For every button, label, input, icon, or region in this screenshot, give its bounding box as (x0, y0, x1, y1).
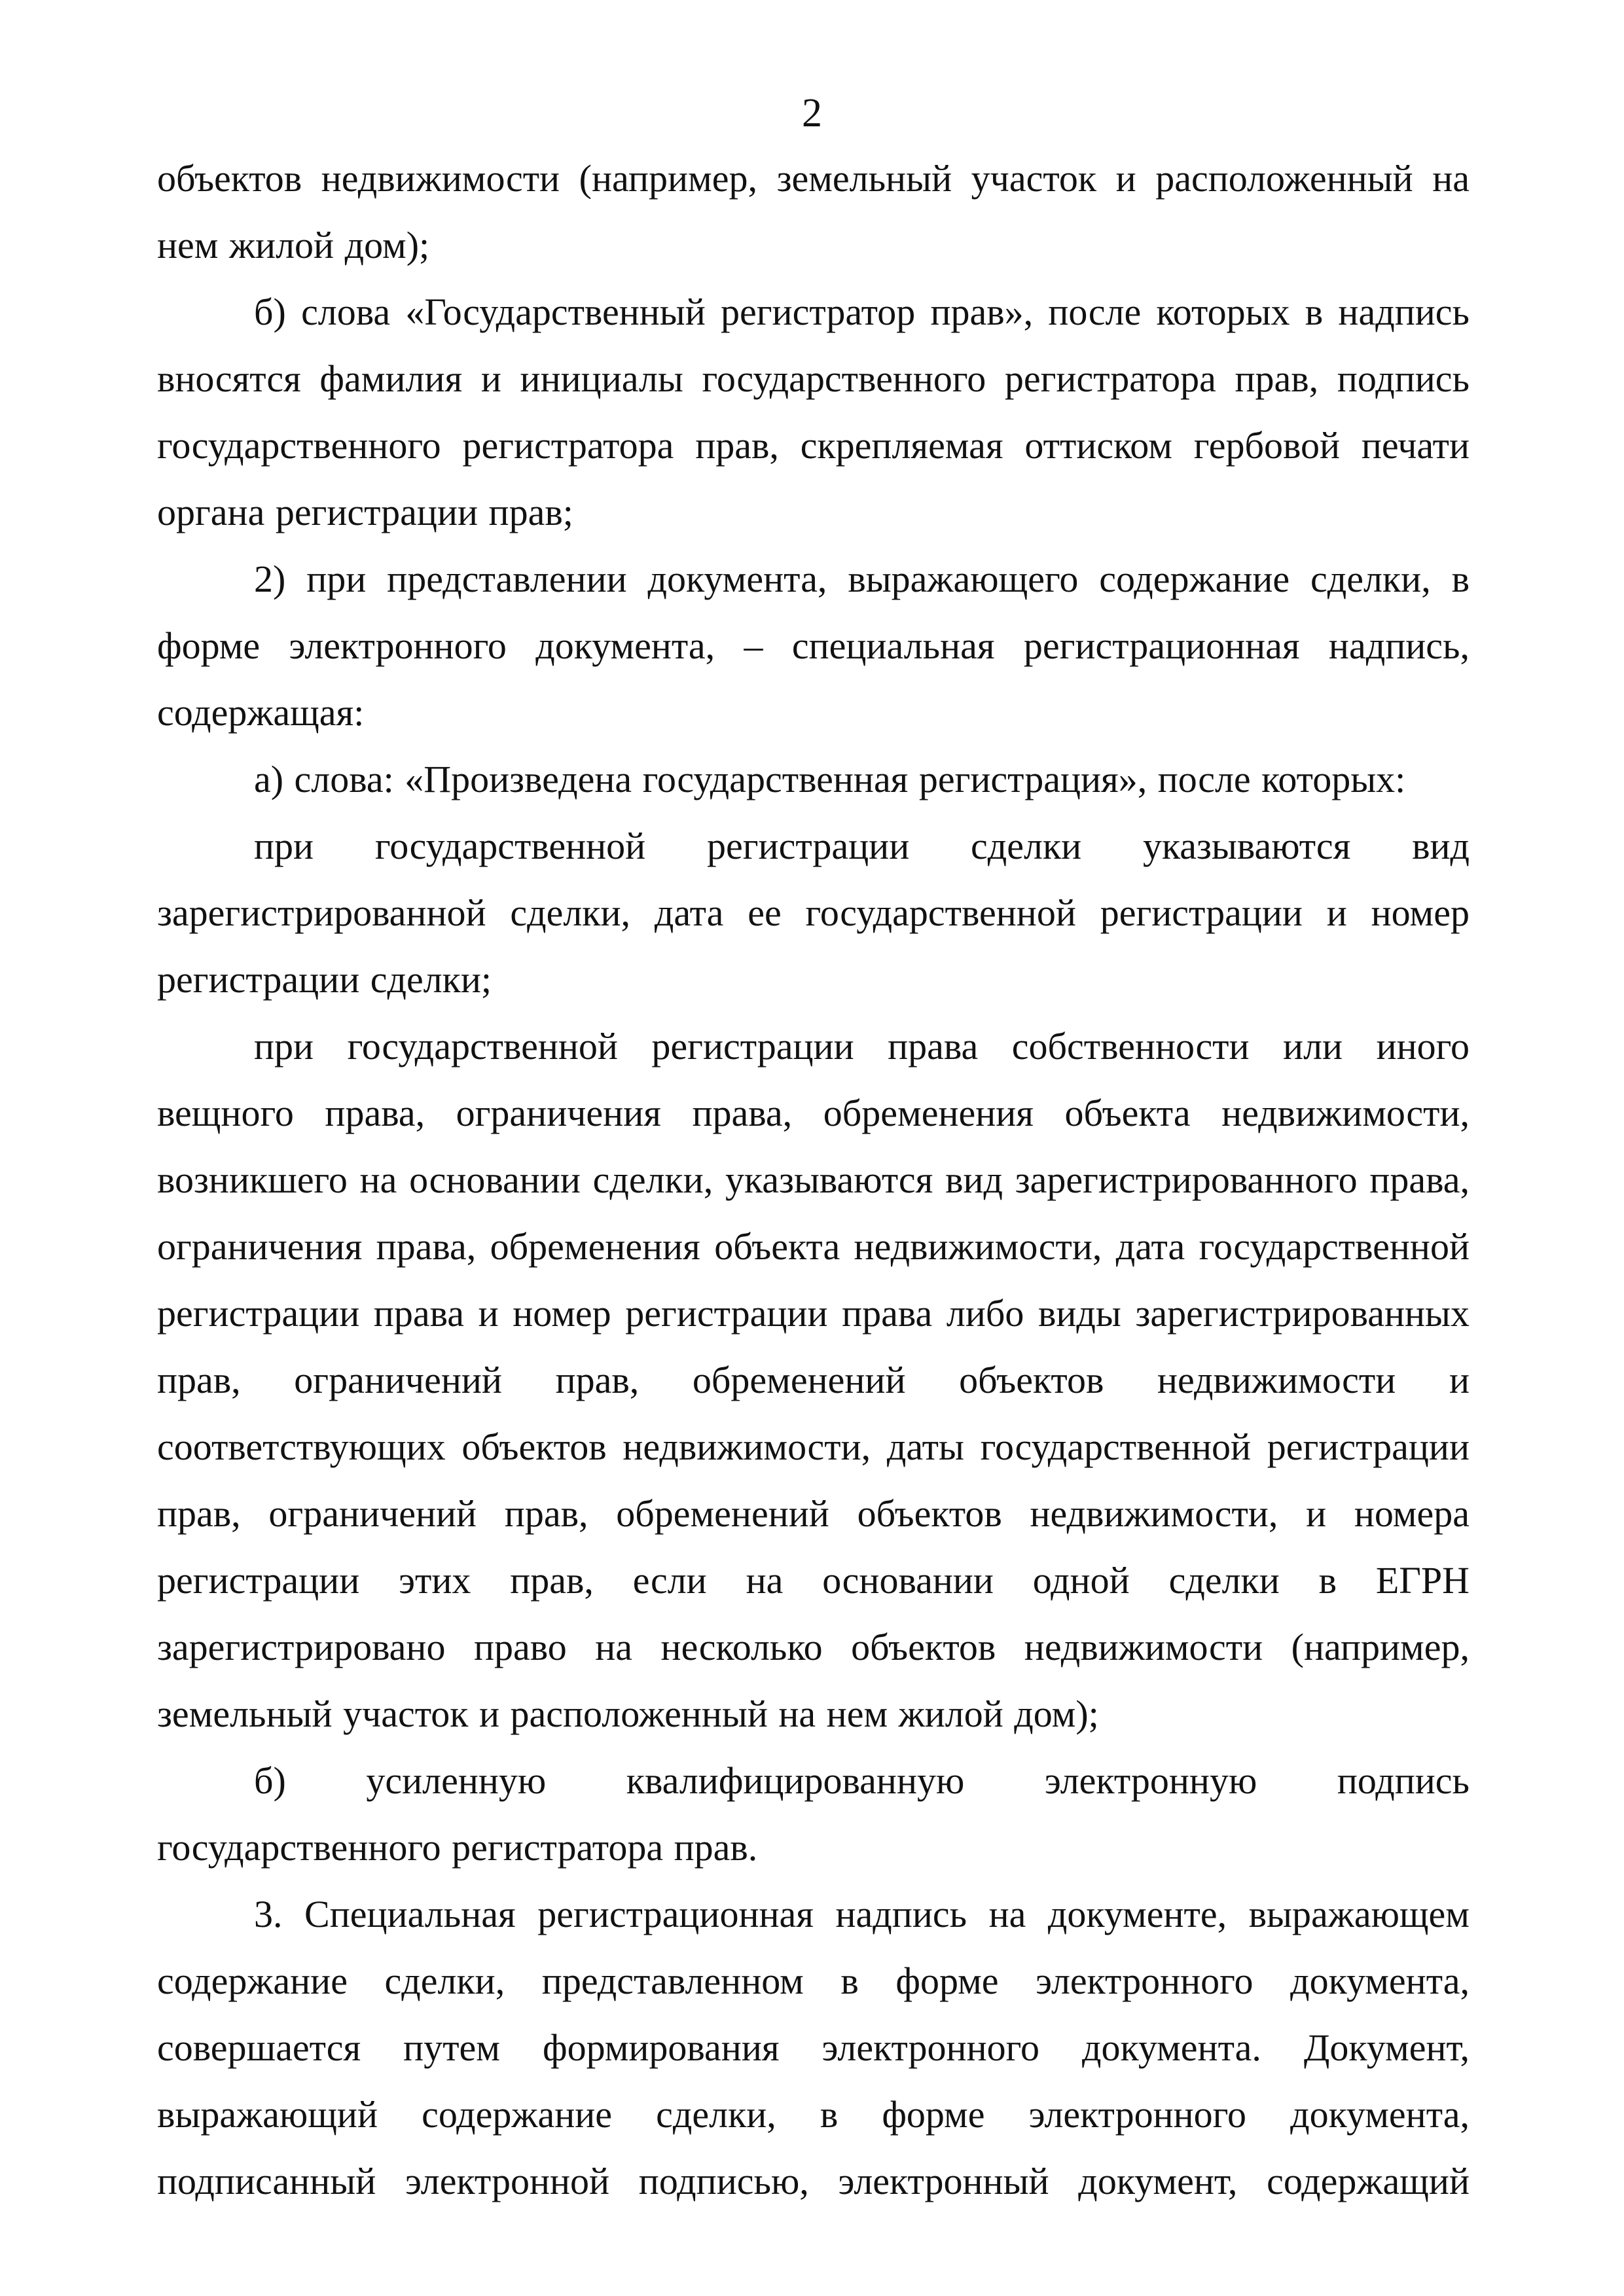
paragraph-item-b-paper: б) слова «Государственный регистратор прав», после которых в надпись вносятся фамилия и инициалы государственного регистратора прав, подпись государственного регистратора прав, скрепляемая оттиском гербовой печати органа регистрации прав; (157, 291, 1470, 533)
paragraph-deal-registration: при государственной регистрации сделки указываются вид зарегистрированной сделки, дата ее государственной регистрации и номер регистрации сделки; (157, 825, 1470, 1001)
paragraph-section-3: 3. Специальная регистрационная надпись на документе, выражающем содержание сделки, представленном в форме электронного документа, совершается путем формирования электронного документа. Документ, выражающий содержание сделки, в форме электронного документа, подписанный электронной подписью, электронный документ, содержащий (157, 1893, 1470, 2202)
paragraph-item-2-electronic: 2) при представлении документа, выражающего содержание сделки, в форме электронного документа, – специальная регистрационная надпись, содержащая: (157, 558, 1470, 734)
paragraph-item-b-signature: б) усиленную квалифицированную электронную подпись государственного регистратора прав. (157, 1759, 1470, 1869)
paragraph-item-a-words: а) слова: «Произведена государственная регистрация», после которых: (254, 758, 1406, 800)
document-body (157, 145, 1470, 2215)
paragraph-continuation: объектов недвижимости (например, земельный участок и расположенный на нем жилой дом); (157, 157, 1470, 266)
page-number: 2 (802, 91, 822, 135)
paragraph-right-registration: при государственной регистрации права собственности или иного вещного права, ограничения права, обременения объекта недвижимости, возникшего на основании сделки, указываются вид зарегистрированного права, ограничения права, обременения объекта недвижимости, дата государственной регистрации права и номер регистрации права либо виды зарегистрированных прав, ограничений прав, обременений объектов недвижимости и соответствующих объектов недвижимости, даты государственной регистрации прав, ограничений прав, обременений объектов недвижимости, и номера регистрации этих прав, если на основании одной сделки в ЕГРН зарегистрировано право на несколько объектов недвижимости (например, земельный участок и расположенный на нем жилой дом); (157, 1025, 1470, 1735)
